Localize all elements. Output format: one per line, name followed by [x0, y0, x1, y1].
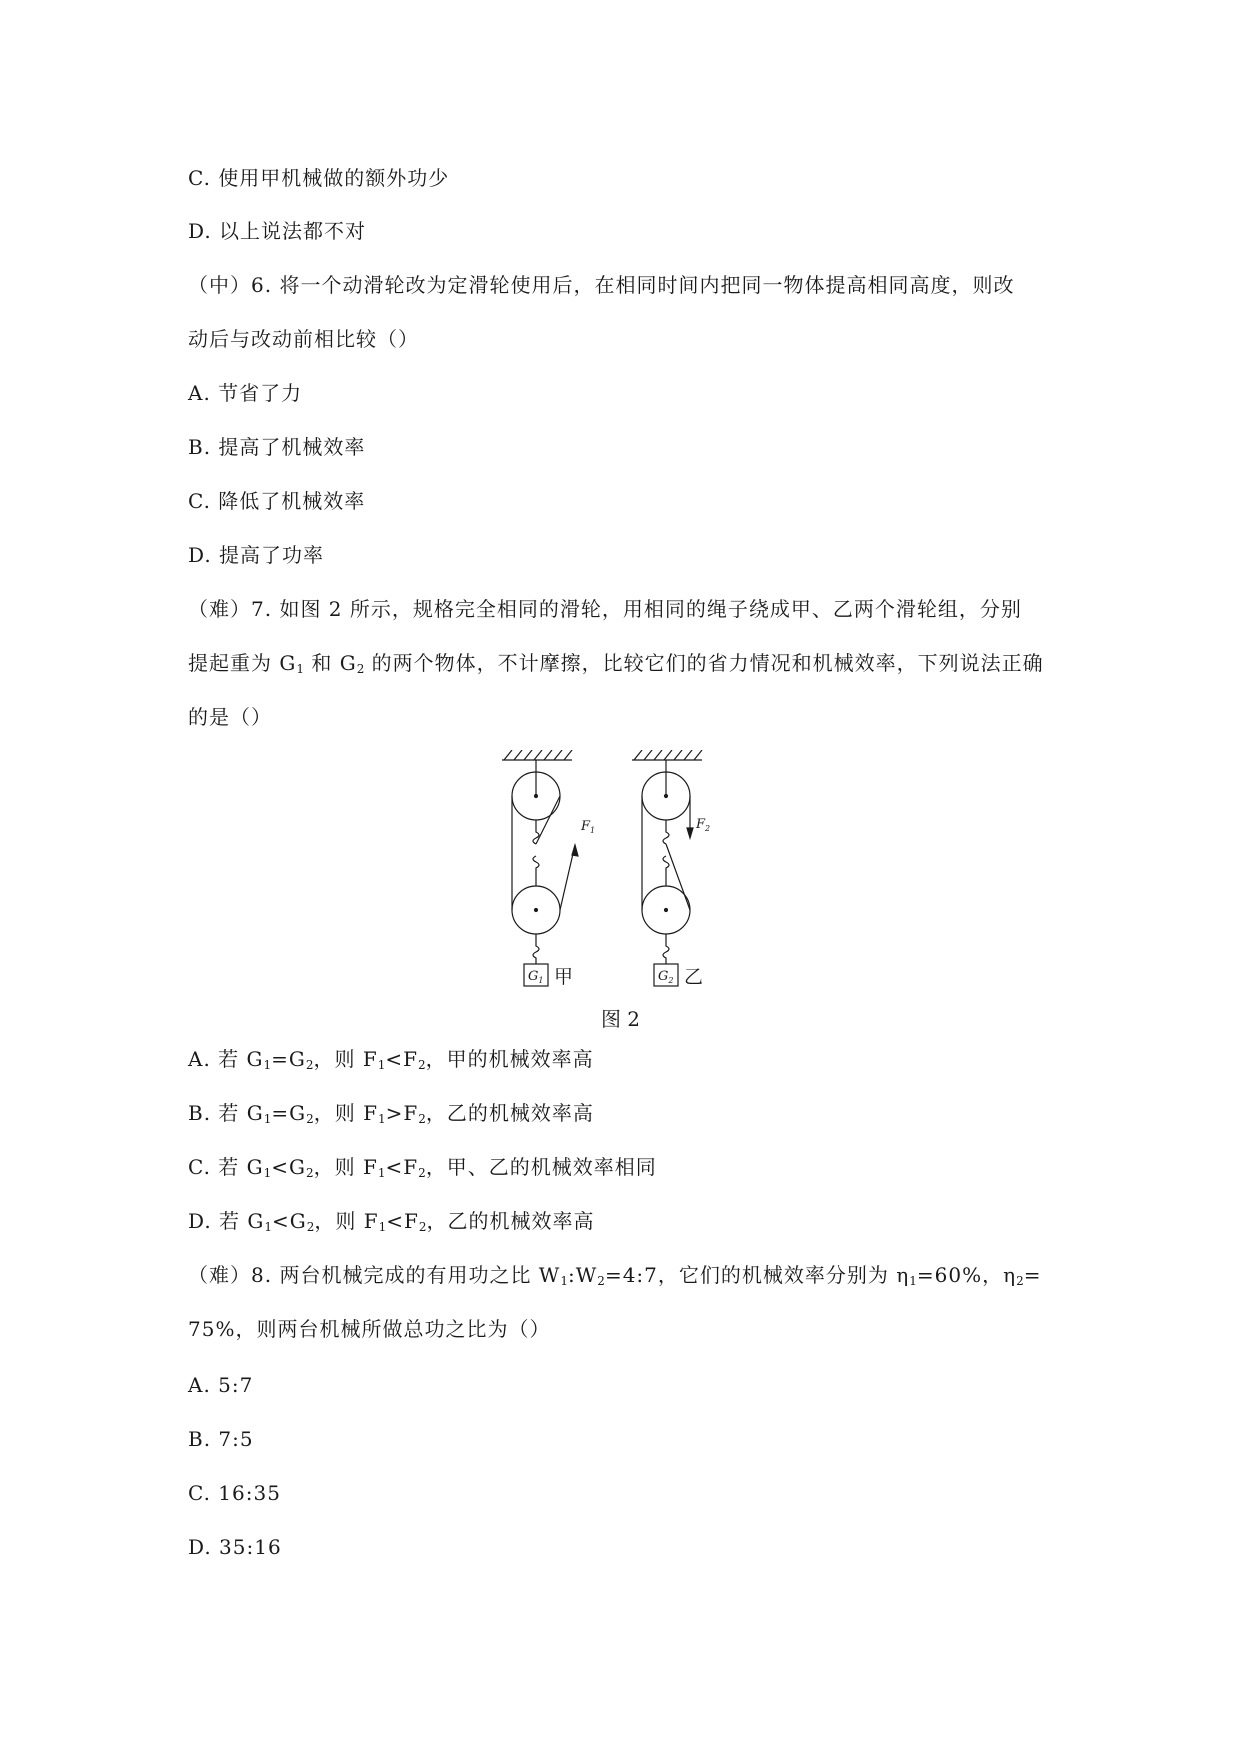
q6-option-d: D. 提高了功率 — [188, 543, 325, 567]
q7-option-c: C. 若 $G_1<G_2$，则 $F_1<F_2$，甲、乙的机械效率相同 — [188, 1155, 657, 1180]
force-label-f1: $F_1$ — [581, 819, 596, 835]
q6-option-b: B. 提高了机械效率 — [188, 435, 366, 459]
system-label-yi: 乙 — [684, 966, 704, 988]
rope-cross-right — [666, 844, 690, 910]
q7-stem-line3: 的是（） — [188, 705, 272, 729]
hook-weight-left — [533, 934, 539, 964]
pulley-figure — [490, 750, 750, 1000]
q7-stem-line1: （难）7. 如图 2 所示，规格完全相同的滑轮，用相同的绳子绕成甲、乙两个滑轮组，分别 — [188, 597, 1022, 621]
pulley-system-yi — [632, 750, 702, 986]
hook-upper-right — [663, 820, 669, 844]
fixed-pulley-axle-left — [535, 795, 538, 798]
movable-pulley-axle-right — [665, 909, 668, 912]
weight-label-g1: $G_1$ — [528, 969, 544, 985]
q5-option-c: C. 使用甲机械做的额外功少 — [188, 166, 450, 190]
system-label-jia: 甲 — [554, 966, 574, 988]
q7-stem-line2: 提起重为 $G_1$ 和 $G_2$ 的两个物体，不计摩擦，比较它们的省力情况和机械效率，下列说法正确 — [188, 651, 1044, 676]
pulley-system-jia — [502, 750, 578, 986]
arrow-down-icon — [687, 828, 693, 838]
q8-stem-line2: 75%，则两台机械所做总功之比为（） — [188, 1317, 551, 1341]
q6-option-a: A. 节省了力 — [188, 381, 303, 405]
q6-option-c: C. 降低了机械效率 — [188, 489, 366, 513]
hook-weight-right — [663, 934, 669, 964]
ceiling-hatch-right — [634, 750, 702, 760]
q7-option-a: A. 若 $G_1=G_2$，则 $F_1<F_2$，甲的机械效率高 — [188, 1047, 594, 1072]
q8-option-d: D. 35:16 — [188, 1535, 282, 1559]
hook-lower-right — [663, 856, 669, 886]
hook-lower-left — [533, 856, 539, 886]
q8-option-c: C. 16:35 — [188, 1481, 281, 1505]
weight-label-g2: $G_2$ — [658, 969, 674, 985]
q7-option-d: D. 若 $G_1<G_2$，则 $F_1<F_2$，乙的机械效率高 — [188, 1209, 595, 1234]
q5-option-d: D. 以上说法都不对 — [188, 219, 367, 243]
q8-option-a: A. 5:7 — [188, 1373, 254, 1397]
figure-caption: 图 2 — [600, 1007, 641, 1031]
fixed-pulley-axle-right — [665, 795, 668, 798]
q8-stem-line1: （难）8. 两台机械完成的有用功之比 $W_1:W_2=4:7$，它们的机械效率分别为 $\eta_1=60\%$，$\eta_2=$ — [188, 1263, 1042, 1288]
ceiling-hatch-left — [504, 750, 572, 760]
q8-option-b: B. 7:5 — [188, 1427, 254, 1451]
q6-stem-line1: （中）6. 将一个动滑轮改为定滑轮使用后，在相同时间内把同一物体提高相同高度，则改 — [188, 273, 1015, 297]
force-label-f2: $F_2$ — [696, 817, 711, 833]
q6-stem-line2: 动后与改动前相比较（） — [188, 327, 419, 351]
movable-pulley-axle-left — [535, 909, 538, 912]
q7-option-b: B. 若 $G_1=G_2$，则 $F_1>F_2$，乙的机械效率高 — [188, 1101, 594, 1126]
arrow-up-icon — [572, 845, 578, 856]
